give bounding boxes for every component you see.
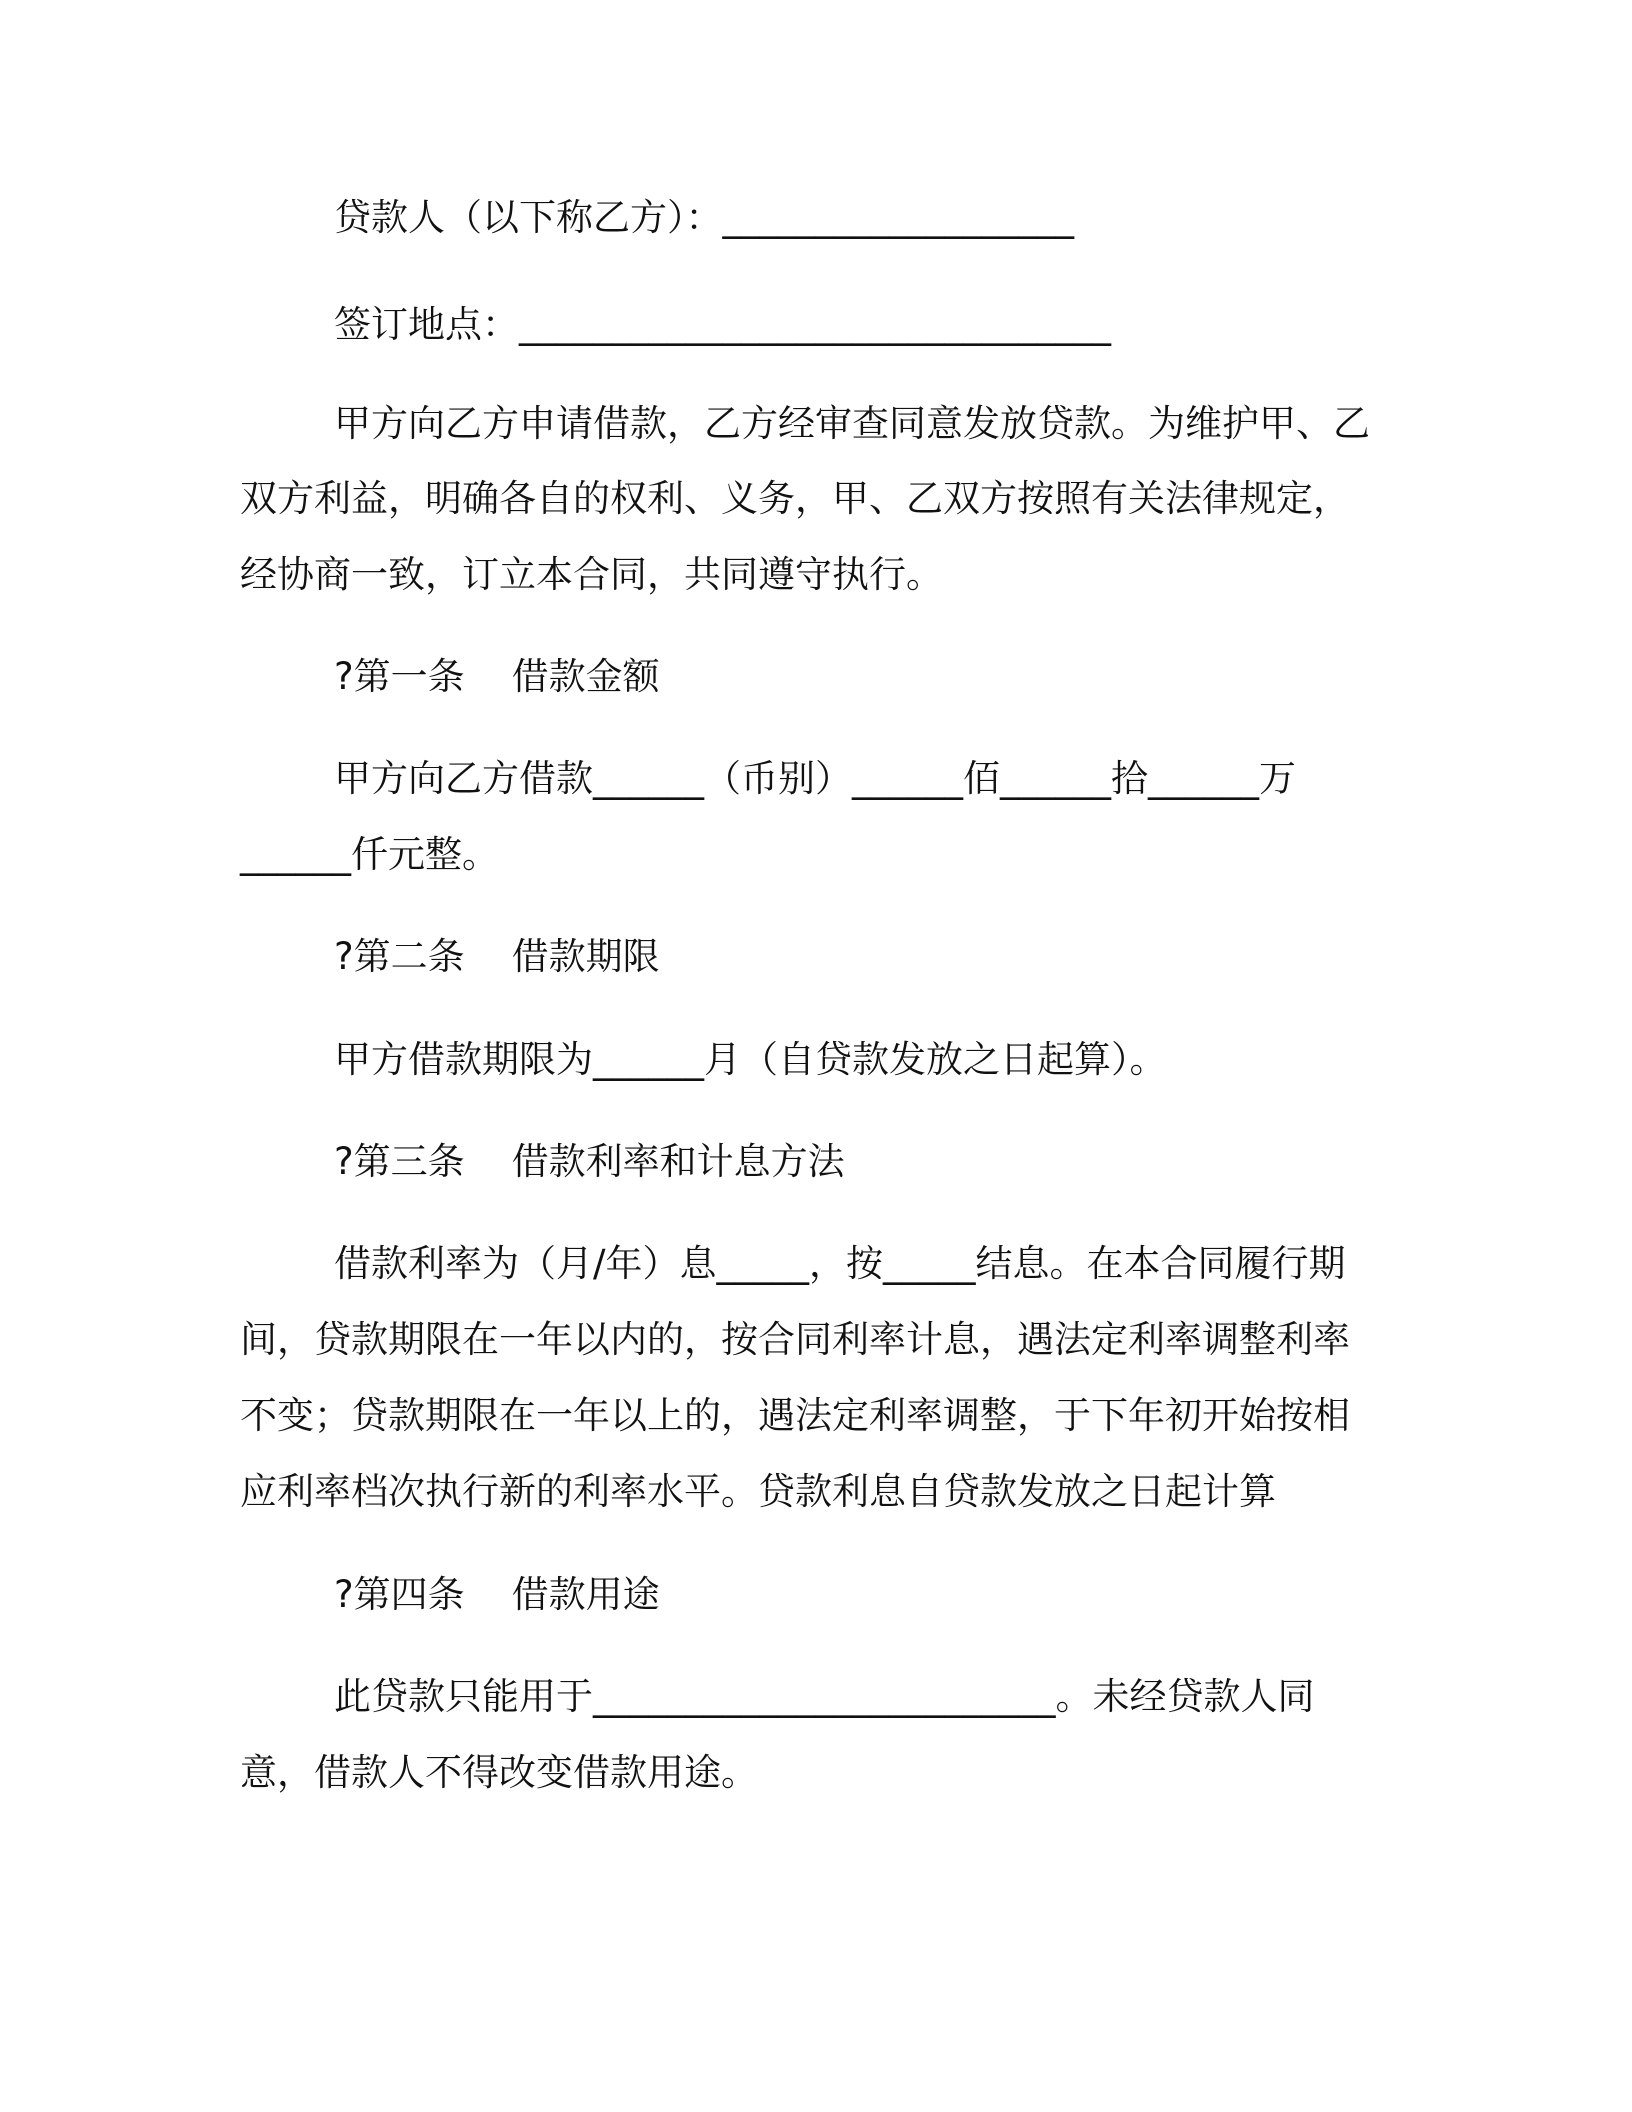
preamble-line-3: 经协商一致，订立本合同，共同遵守执行。: [240, 553, 943, 596]
preamble-line-1: 甲方向乙方申请借款，乙方经审查同意发放贷款。为维护甲、乙: [334, 402, 1370, 445]
article-4-line-1: 此贷款只能用于_________________________。未经贷款人同: [334, 1675, 1315, 1718]
article-1-line-1: 甲方向乙方借款______（币别）______佰______拾______万: [334, 757, 1296, 800]
article-3-line-4: 应利率档次执行新的利率水平。贷款利息自贷款发放之日起计算: [240, 1470, 1276, 1513]
article-3-line-2: 间，贷款期限在一年以内的，按合同利率计息，遇法定利率调整利率: [240, 1318, 1350, 1361]
article-1-line-2: ______仟元整。: [240, 833, 499, 876]
article-3-line-3: 不变；贷款期限在一年以上的，遇法定利率调整，于下年初开始按相: [240, 1394, 1350, 1437]
article-3-line-1: 借款利率为（月/年）息_____，按_____结息。在本合同履行期: [334, 1242, 1346, 1285]
article-3-heading: ?第三条 借款利率和计息方法: [334, 1140, 845, 1183]
article-4-line-2: 意，借款人不得改变借款用途。: [240, 1751, 758, 1794]
article-2-heading: ?第二条 借款期限: [334, 935, 660, 978]
article-2-line-1: 甲方借款期限为______月（自贷款发放之日起算）。: [334, 1038, 1167, 1081]
signing-place-line: 签订地点：________________________________: [334, 303, 1111, 346]
article-1-heading: ?第一条 借款金额: [334, 655, 660, 698]
article-4-heading: ?第四条 借款用途: [334, 1573, 660, 1616]
preamble-line-2: 双方利益，明确各自的权利、义务，甲、乙双方按照有关法律规定，: [240, 477, 1350, 520]
lender-line: 贷款人（以下称乙方）：___________________: [334, 196, 1074, 239]
